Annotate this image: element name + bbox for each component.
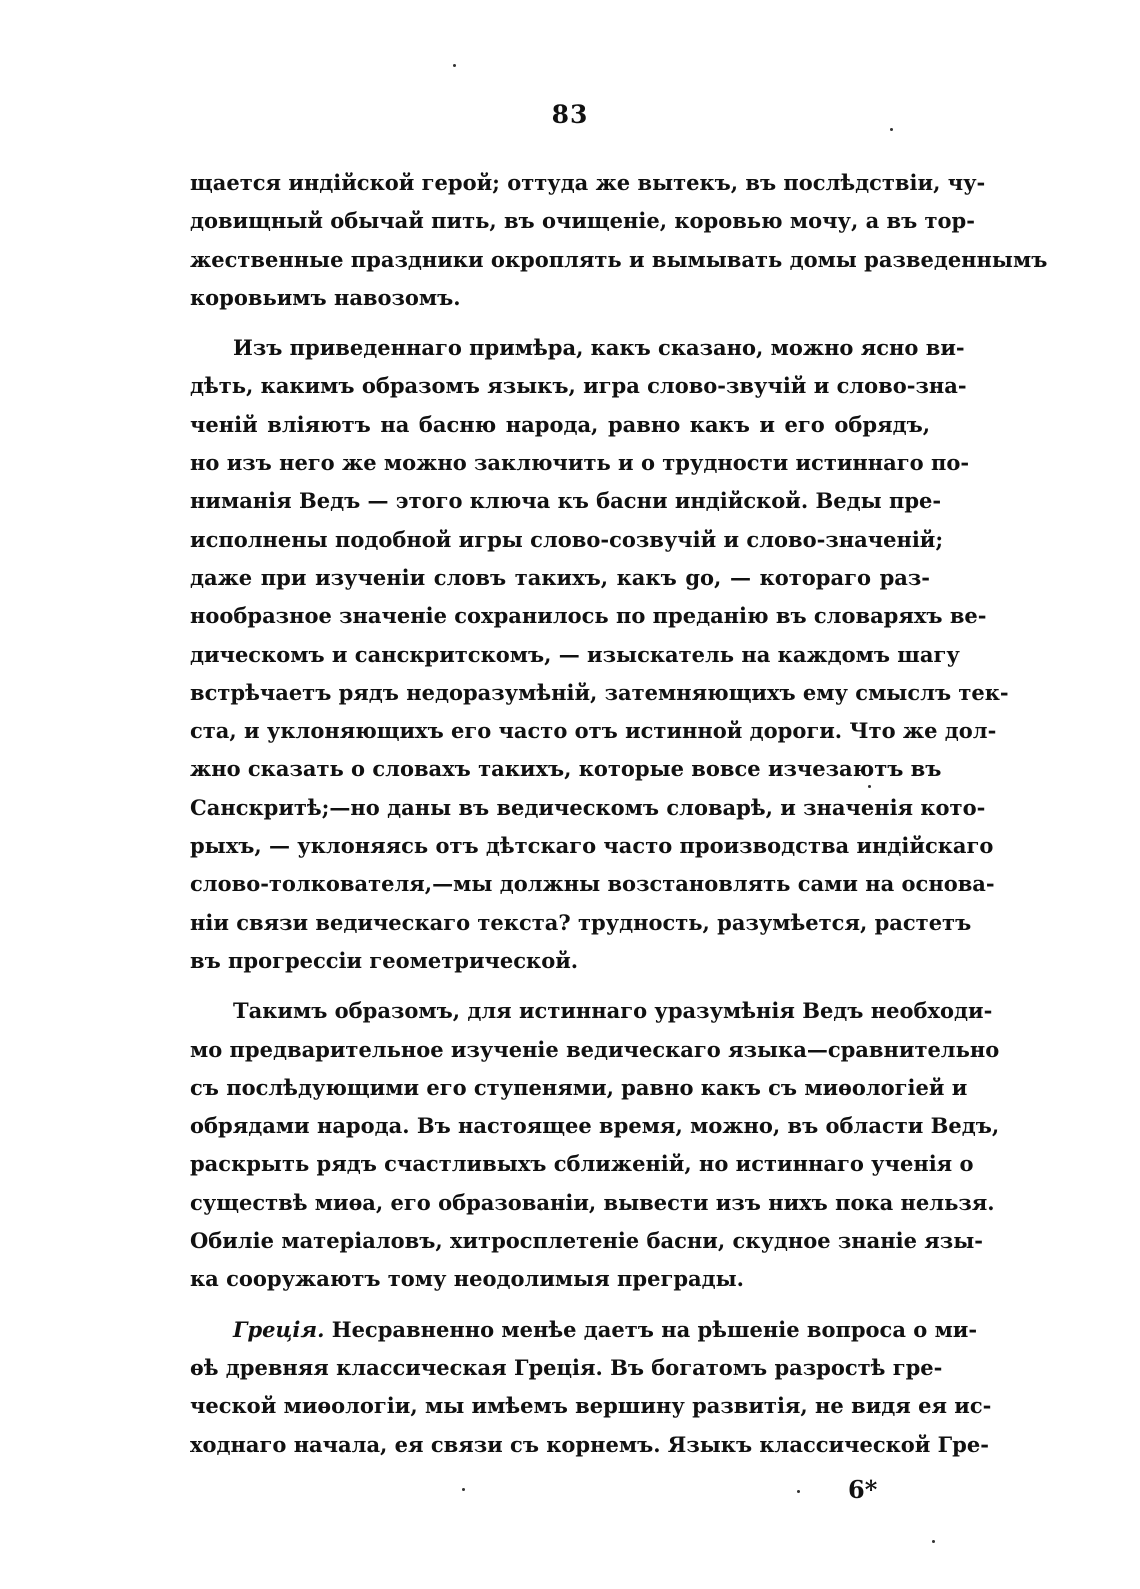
text-line: щается индійской герой; оттуда же вытекъ, въ послѣдствіи, чу-: [190, 170, 986, 195]
paragraph-3: [190, 992, 1000, 1298]
body-text: [190, 164, 1048, 1464]
text-line: Санскритѣ;—но даны въ ведическомъ словарѣ, и значенія кото-: [190, 794, 986, 820]
text-line: Обиліе матеріаловъ, хитросплетеніе басни, скудное знаніе язы-: [190, 1228, 983, 1254]
page-number: 83: [551, 100, 589, 129]
text-line: Такимъ образомъ, для истиннаго уразумѣнія Ведъ необходи-: [233, 998, 993, 1024]
signature-mark: 6*: [848, 1475, 878, 1504]
text-line: существѣ миѳа, его образованіи, вывести изъ нихъ пока нельзя.: [190, 1189, 995, 1215]
text-line: съ послѣдующими его ступенями, равно какъ съ миѳологіей и: [190, 1074, 968, 1100]
scan-speck: [453, 64, 456, 67]
text-line: рыхъ, — уклоняясь отъ дѣтскаго часто производства индійскаго: [190, 833, 994, 859]
text-line: обрядами народа. Въ настоящее время, можно, въ области Ведъ,: [190, 1113, 1000, 1139]
paragraph-1: [190, 164, 1048, 317]
text-line: Изъ приведеннаго примѣра, какъ сказано, можно ясно ви-: [233, 335, 965, 361]
text-line: слово-толкователя,—мы должны возстановлять сами на основа-: [190, 871, 995, 897]
scan-speck: [797, 1490, 800, 1493]
text-line: ниманія Ведъ — этого ключа къ басни индійской. Веды пре-: [190, 488, 942, 514]
paragraph-4: [190, 1311, 992, 1464]
text-line: дическомъ и санскритскомъ, — изыскатель на каждомъ шагу: [190, 641, 960, 667]
text-line: мо предварительное изученіе ведическаго языка—сравнительно: [190, 1036, 1000, 1062]
scan-speck: [868, 785, 871, 788]
text-line: исполнены подобной игры слово-созвучій и слово-значеній;: [190, 526, 944, 552]
text-line: дѣть, какимъ образомъ языкъ, игра слово-звучій и слово-зна-: [190, 373, 967, 399]
text-line: встрѣчаетъ рядъ недоразумѣній, затемняющихъ ему смыслъ тек-: [190, 679, 1009, 705]
paragraph-2: [190, 329, 1009, 980]
text-line: но изъ него же можно заключить и о трудности истиннаго по-: [190, 450, 970, 476]
text-line: [190, 1311, 978, 1349]
scan-speck: [890, 128, 893, 131]
text-line: нообразное значеніе сохранилось по преданію въ словаряхъ ве-: [190, 603, 987, 629]
text-line: ста, и уклоняющихъ его часто отъ истинной дороги. Что же дол-: [190, 718, 997, 744]
text-line: жно сказать о словахъ такихъ, которые вовсе изчезаютъ въ: [190, 756, 942, 782]
text-line: въ прогрессіи геометрической.: [190, 947, 579, 973]
text-line: ка сооружаютъ тому неодолимыя преграды.: [190, 1266, 744, 1292]
text-line: жественные праздники окроплять и вымывать домы разведеннымъ: [190, 246, 1048, 272]
text-line: коровьимъ навозомъ.: [190, 284, 461, 310]
text-line-rest: Несравненно менѣе даетъ на рѣшеніе вопроса о ми-: [324, 1316, 978, 1342]
text-line: ческой миѳологіи, мы имѣемъ вершину развитія, не видя ея ис-: [190, 1393, 992, 1419]
text-line: даже при изученіи словъ такихъ, какъ go, — котораго раз-: [190, 564, 930, 590]
text-line: ходнаго начала, ея связи съ корнемъ. Языкъ классической Гре-: [190, 1431, 989, 1457]
scan-speck: [932, 1540, 935, 1543]
text-line: ченій вліяютъ на басню народа, равно какъ и его обрядъ,: [190, 411, 930, 437]
scan-speck: [462, 1488, 465, 1491]
text-line: ніи связи ведическаго текста? трудность, разумѣется, растетъ: [190, 909, 972, 935]
text-line: раскрыть рядъ счастливыхъ сближеній, но истиннаго ученія о: [190, 1151, 974, 1177]
section-lead: Греція.: [233, 1316, 325, 1342]
text-line: ѳѣ древняя классическая Греція. Въ богатомъ разростѣ гре-: [190, 1354, 943, 1380]
text-line: довищный обычай пить, въ очищеніе, коровью мочу, а въ тор-: [190, 208, 975, 234]
